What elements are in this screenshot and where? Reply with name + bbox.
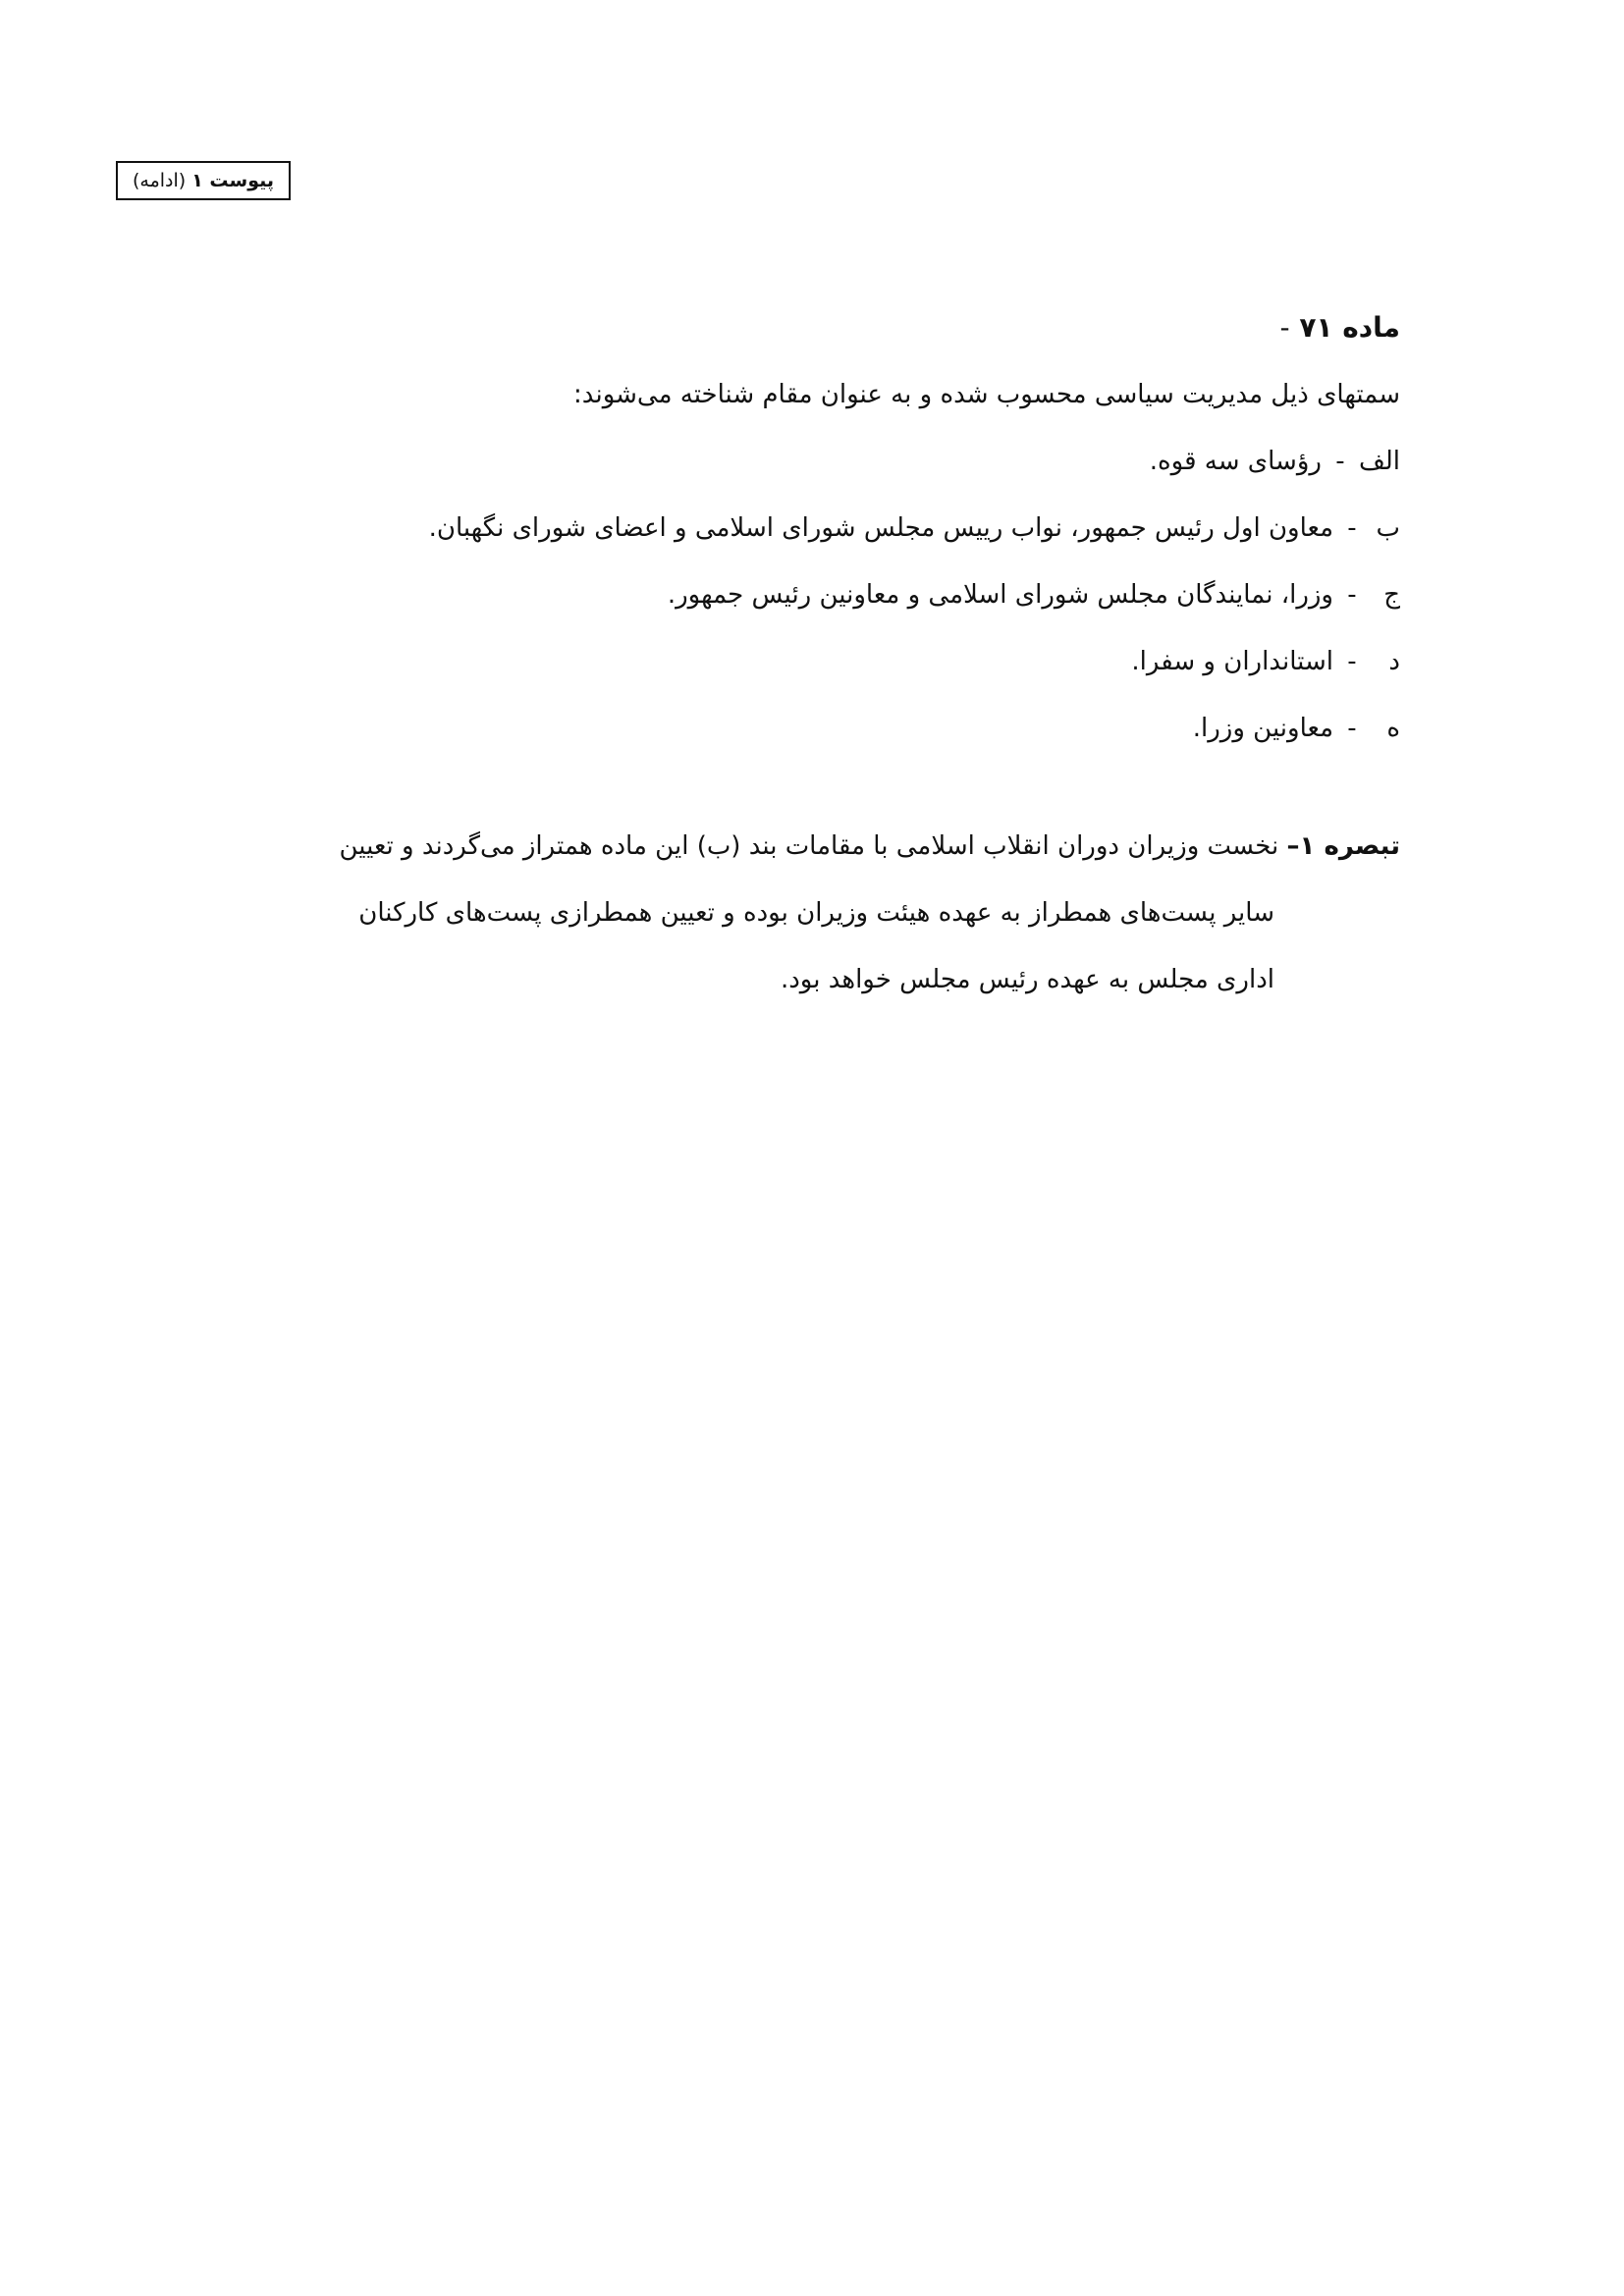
list-item-separator: - <box>1347 714 1357 743</box>
list-item-text: معاون اول رئیس جمهور، نواب رییس مجلس شورای اسلامی و اعضای شورای نگهبان. <box>428 513 1333 543</box>
note-line-2: سایر پست‌های همطراز به عهده هیئت وزیران بوده و تعیین همطرازی پست‌های کارکنان <box>358 898 1274 928</box>
article-intro: سمتهای ذیل مدیریت سیاسی محسوب شده و به عنوان مقام شناخته می‌شوند: <box>573 380 1400 409</box>
list-item-letter: د <box>1388 647 1400 676</box>
note-text-1: نخست وزیران دوران انقلاب اسلامی با مقامات بند (ب) این ماده همتراز می‌گردند و تعیین <box>339 831 1279 861</box>
appendix-subtitle: (ادامه) <box>132 170 187 191</box>
list-item-separator: - <box>1347 647 1357 676</box>
appendix-title: پیوست ۱ <box>191 170 275 191</box>
article-content <box>212 294 1400 1013</box>
article-title: ماده ۷۱ <box>1299 311 1400 344</box>
list-item-text: رؤسای سه قوه. <box>1149 447 1322 476</box>
list-item-text: استانداران و سفرا. <box>1131 647 1333 676</box>
list-item <box>212 628 1400 695</box>
list-item <box>212 695 1400 762</box>
article-items-list <box>212 428 1400 762</box>
list-item <box>212 561 1400 628</box>
note-paragraph <box>212 813 1400 1013</box>
list-item-text: وزرا، نمایندگان مجلس شورای اسلامی و معاونین رئیس جمهور. <box>667 580 1333 610</box>
list-item-letter: ب <box>1376 513 1400 543</box>
appendix-label-box <box>116 161 291 200</box>
list-item-letter: ه <box>1386 714 1400 743</box>
list-item-letter: الف <box>1358 447 1400 476</box>
note-label: تبصره ۱– <box>1286 831 1400 861</box>
article-title-dash: - <box>1279 311 1290 344</box>
list-item-letter: ج <box>1383 580 1400 610</box>
note-line-1 <box>212 813 1400 880</box>
list-item <box>212 495 1400 561</box>
list-item-separator: - <box>1347 513 1357 543</box>
list-item-separator: - <box>1347 580 1357 610</box>
article-heading <box>212 294 1400 361</box>
list-item <box>212 428 1400 495</box>
list-item-separator: - <box>1335 447 1345 476</box>
list-item-text: معاونین وزرا. <box>1192 714 1333 743</box>
note-line-3: اداری مجلس به عهده رئیس مجلس خواهد بود. <box>780 965 1274 994</box>
